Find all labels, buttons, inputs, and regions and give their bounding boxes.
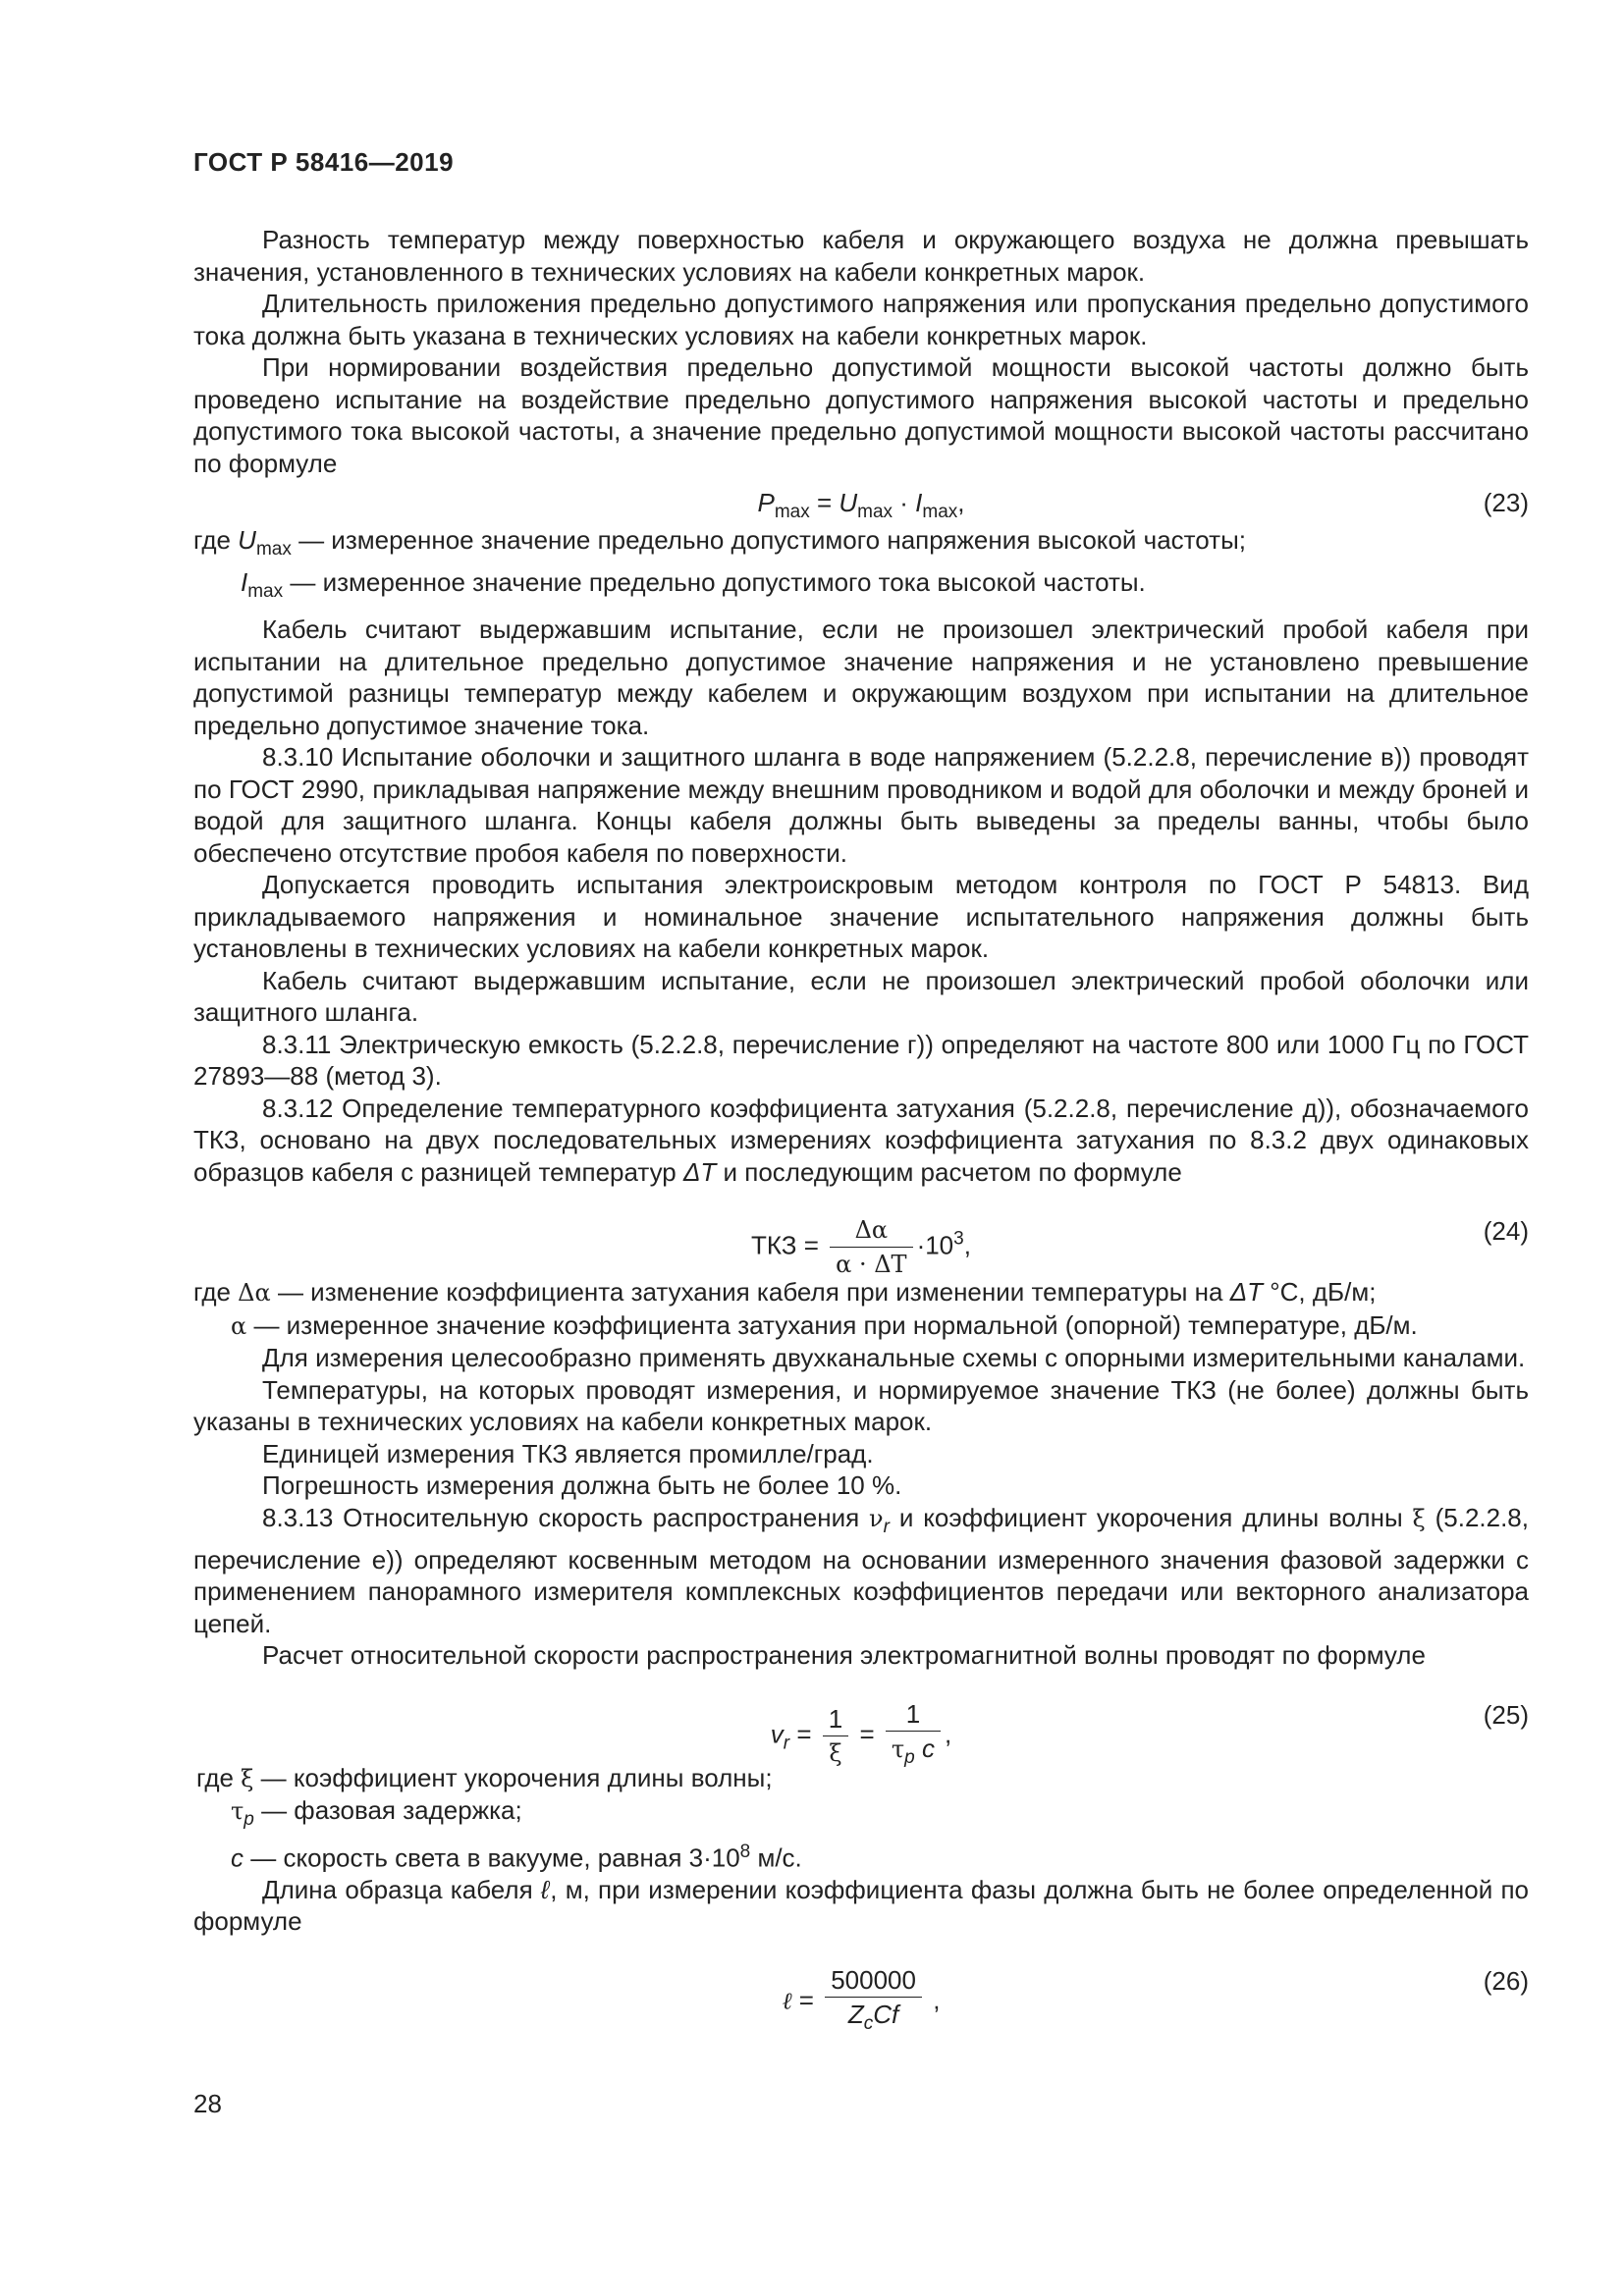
definition: c — скорость света в вакууме, равная $3\cdot 10^8$ м/с. <box>231 1841 802 1873</box>
paragraph: Температуры, на которых проводят измерения, и нормируемое значение ТКЗ (не более) должны быть указаны в технических условиях на кабели конкретных марок. <box>193 1374 1529 1437</box>
definition: где $U_{max}$ — измеренное значение предельно допустимого напряжения высокой частоты; <box>193 525 1246 561</box>
paragraph: Погрешность измерения должна быть не более 10 %. <box>262 1470 902 1501</box>
fraction: $\frac{1}{\tau_p c}$ <box>886 1699 941 1773</box>
definition: $\tau_p$ — фазовая задержка; <box>231 1795 522 1831</box>
paragraph: 8.3.11 Электрическую емкость (5.2.2.8, перечисление г)) определяют на частоте 800 или 1000 Гц по ГОСТ 27893—88 (метод 3). <box>193 1029 1529 1092</box>
paragraph: Разность температур между поверхностью кабеля и окружающего воздуха не должна превышать значения, установленного в технических условиях на кабели конкретных марок. <box>193 225 1529 287</box>
definition: где Δα — изменение коэффициента затухания кабеля при изменении температуры на ΔT °С, дБ/м; <box>193 1277 1377 1308</box>
fraction: $\frac{\Delta\alpha}{\alpha \cdot \Delta T}$ <box>830 1215 912 1279</box>
definition: α — измеренное значение коэффициента затухания при нормальной (опорной) температуре, дБ/м. <box>231 1309 1418 1340</box>
formula-26 <box>193 1938 1529 2035</box>
document-code-header: ГОСТ Р 58416—2019 <box>193 147 455 177</box>
definition: где ξ — коэффициент укорочения длины волны; <box>196 1762 773 1792</box>
paragraph: 8.3.13 Относительную скорость распространения $\nu_r$ и коэффициент укорочения длины волны ξ (5.2.2.8, перечисление е)) определяют косвенным методом на основании измеренного значения фазовой задержки с применением панорамного измерителя комплексных коэффициентов передачи или векторного анализатора цепей. <box>193 1502 1529 1638</box>
paragraph: Для измерения целесообразно применять двухканальные схемы с опорными измерительными каналами. <box>262 1343 1526 1373</box>
paragraph: Единицей измерения ТКЗ является промилле/град. <box>262 1438 874 1468</box>
formula-number: (24) <box>1483 1216 1529 1247</box>
paragraph: Допускается проводить испытания электроискровым методом контроля по ГОСТ Р 54813. Вид прикладываемого напряжения и номинальное значение испытательного напряжения должны быть установлены в технических условиях на кабели конкретных марок. <box>193 870 1529 964</box>
formula-23 <box>193 479 1529 524</box>
formula-number: (26) <box>1483 1965 1529 1996</box>
formula-25-body: $v_r$ = $\frac{1}{\xi}$ = $\frac{1}{\tau_p c}$ , <box>193 1699 1529 1773</box>
fraction: $\frac{1}{\xi}$ <box>823 1704 848 1768</box>
formula-26-body: ℓ = $\frac{500000}{Z_cCf}$ , <box>193 1965 1529 2039</box>
definition: $I_{max}$ — измеренное значение предельно допустимого тока высокой частоты. <box>241 566 1146 602</box>
document-body <box>193 224 1529 2035</box>
formula-25 <box>193 1672 1529 1768</box>
formula-24 <box>193 1188 1529 1279</box>
fraction: $\frac{500000}{Z_cCf}$ <box>825 1965 922 2039</box>
paragraph: Кабель считают выдержавшим испытание, если не произошел электрический пробой кабеля при испытании на длительное предельно допустимое значение напряжения и не установлено превышение допустимой разницы температур между кабелем и окружающим воздухом при испытании на длительное предельно допустимое значение тока. <box>193 614 1529 740</box>
paragraph: 8.3.12 Определение температурного коэффициента затухания (5.2.2.8, перечисление д)), обозначаемого ТКЗ, основано на двух последовательных измерениях коэффициента затухания по 8.3.2 двух одинаковых образцов кабеля с разницей температур ΔT и последующим расчетом по формуле <box>193 1093 1529 1187</box>
formula-23-body: $P_{max} = U_{max} \cdot I_{max}$, <box>757 488 965 523</box>
formula-number: (25) <box>1483 1699 1529 1730</box>
page-number: 28 <box>193 2089 222 2118</box>
paragraph: 8.3.10 Испытание оболочки и защитного шланга в воде напряжением (5.2.2.8, перечисление в)) проводят по ГОСТ 2990, прикладывая напряжение между внешним проводником и водой для оболочки и между броней и водой для защитного шланга. Концы кабеля должны быть выведены за пределы ванны, чтобы было обеспечено отсутствие пробоя кабеля по поверхности. <box>193 742 1529 868</box>
formula-24-body: ТКЗ = $\frac{\Delta\alpha}{\alpha \cdot \Delta T}$ $\cdot 10^3$, <box>751 1216 971 1279</box>
paragraph: Длина образца кабеля ℓ, м, при измерении коэффициента фазы должна быть не более определенной по формуле <box>193 1874 1529 1937</box>
paragraph: Расчет относительной скорости распространения электромагнитной волны проводят по формуле <box>262 1640 1426 1671</box>
paragraph: Кабель считают выдержавшим испытание, если не произошел электрический пробой оболочки или защитного шланга. <box>193 965 1529 1028</box>
paragraph: При нормировании воздействия предельно допустимой мощности высокой частоты должно быть проведено испытание на воздействие предельно допустимого напряжения высокой частоты и предельно допустимого тока высокой частоты, а значение предельно допустимой мощности высокой частоты рассчитано по формуле <box>193 352 1529 478</box>
formula-number: (23) <box>1483 488 1529 517</box>
paragraph: Длительность приложения предельно допустимого напряжения или пропускания предельно допустимого тока должна быть указана в технических условиях на кабели конкретных марок. <box>193 289 1529 350</box>
